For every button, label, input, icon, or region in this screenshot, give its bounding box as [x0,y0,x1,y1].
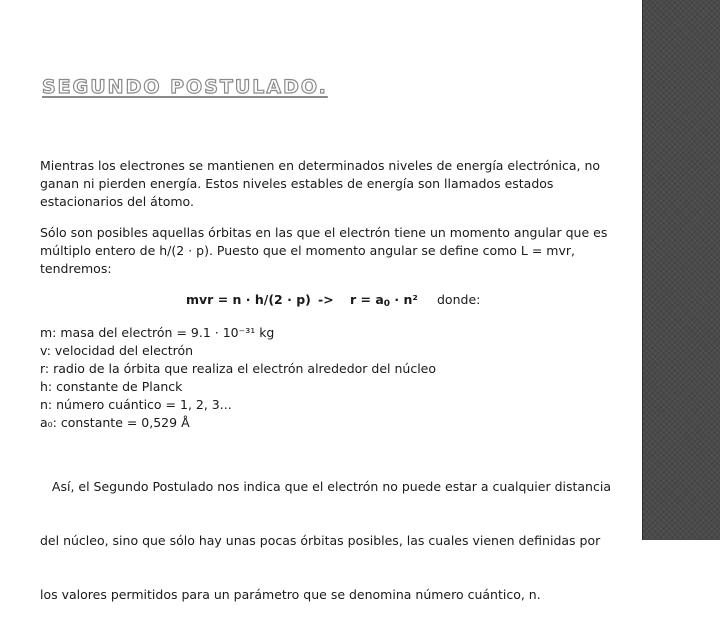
paragraph-angular-momentum [40,224,607,278]
text-line: del núcleo, sino que sólo hay unas pocas órbitas posibles, las cuales vienen definidas por [40,533,601,548]
definitions-list [40,324,436,432]
text-line: tendremos: [40,261,112,276]
paragraph-conclusion [40,442,611,640]
formula-right-prefix: r = a [350,292,384,307]
paragraph-intro [40,157,600,211]
definition-item: h: constante de Planck [40,379,183,394]
definition-item: a₀: constante = 0,529 Å [40,415,190,430]
formula-subscript: 0 [383,299,391,309]
formula-arrow: -> [318,292,334,307]
text-line: ganan ni pierden energía. Estos niveles estables de energía son llamados estados [40,176,554,191]
definition-item: m: masa del electrón = 9.1 · 10⁻³¹ kg [40,325,275,340]
formula-right-suffix: · n² [390,292,418,307]
formula-left: mvr = n · h/(2 · p) [186,292,311,307]
definition-item: v: velocidad del electrón [40,343,194,358]
definition-item: n: número cuántico = 1, 2, 3... [40,397,232,412]
text-line: Sólo son posibles aquellas órbitas en las que el electrón tiene un momento angular que es [40,225,608,240]
text-line: Mientras los electrones se mantienen en determinados niveles de energía electrónica, no [40,158,601,173]
text-line: los valores permitidos para un parámetro que se denomina número cuántico, n. [40,587,541,602]
slide-title: SEGUNDO POSTULADO. [42,76,328,98]
text-line: múltiplo entero de h/(2 · p). Puesto que el momento angular se define como L = mvr, [40,243,575,258]
text-line: Así, el Segundo Postulado nos indica que el electrón no puede estar a cualquier distancia [40,479,611,494]
definition-item: r: radio de la órbita que realiza el electrón alrededor del núcleo [40,361,437,376]
formula-where: donde: [437,292,481,307]
text-line: estacionarios del átomo. [40,194,194,209]
formula-right [350,292,418,309]
decorative-side-panel [642,0,720,540]
